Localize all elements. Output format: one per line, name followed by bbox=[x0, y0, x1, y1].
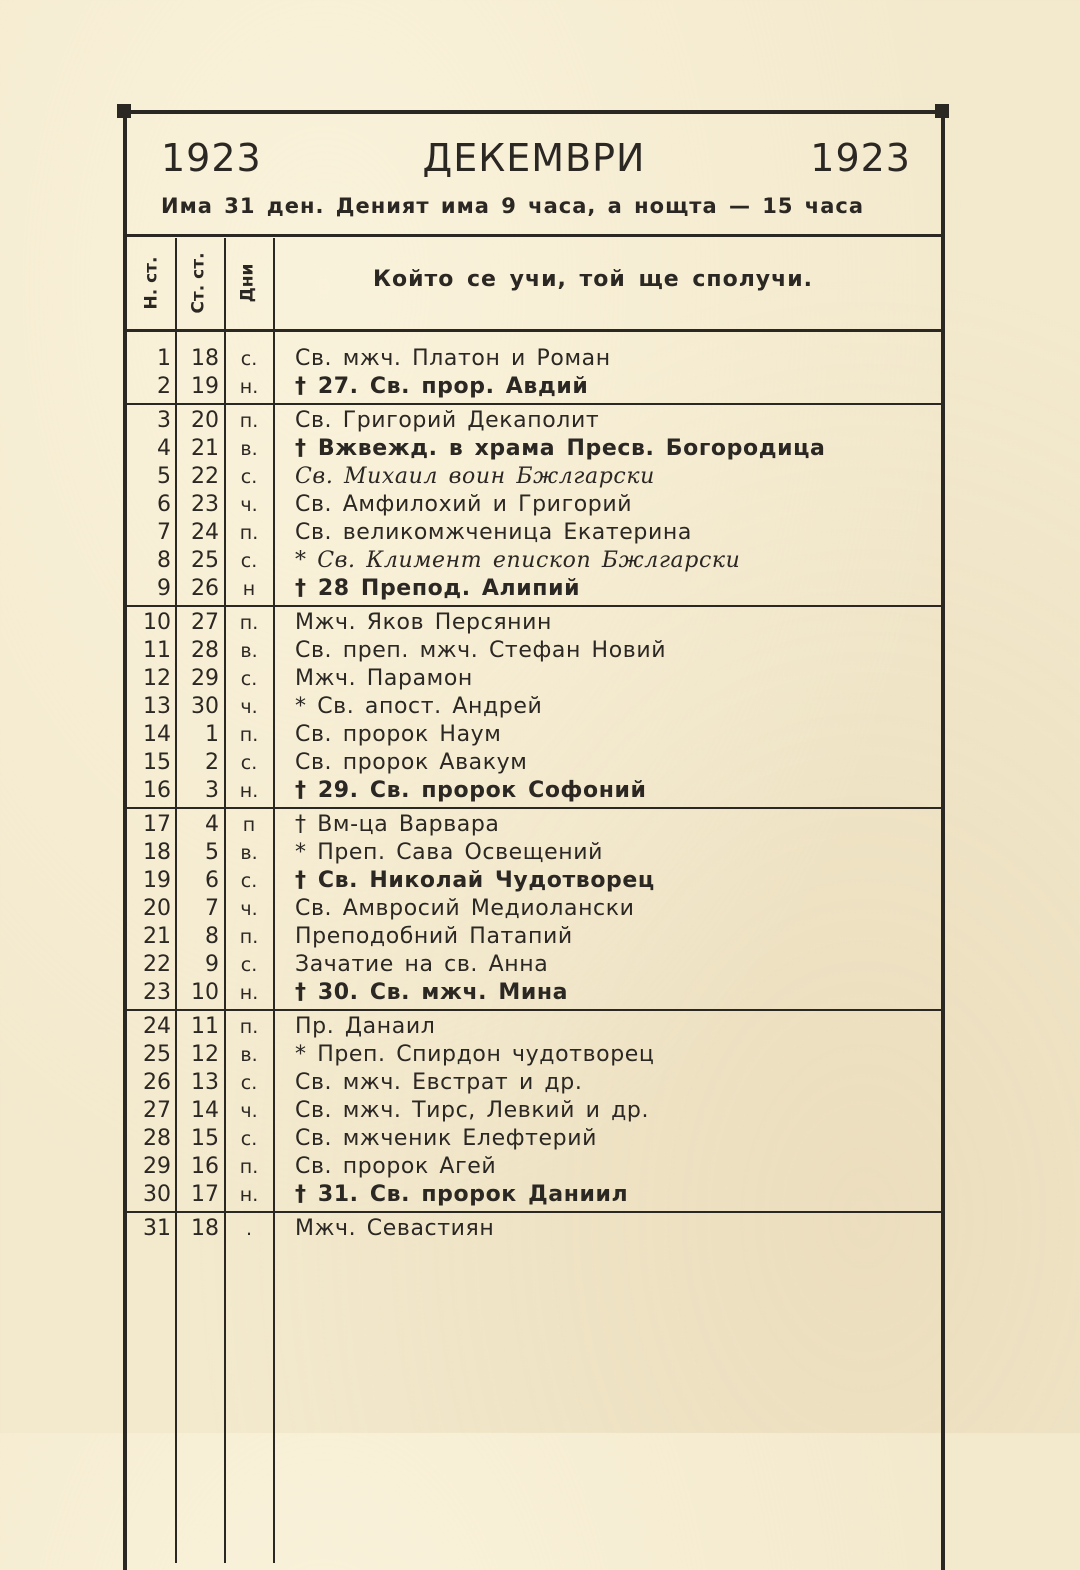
weekday-abbrev: н. bbox=[239, 982, 259, 1004]
old-style-date: 26 bbox=[191, 576, 219, 601]
saint-name: Преподобний Патапий bbox=[295, 924, 573, 949]
saint-name: Св. Амвросий Медиолански bbox=[295, 896, 635, 921]
old-style-date: 18 bbox=[191, 346, 219, 371]
old-style-date: 24 bbox=[191, 520, 219, 545]
saint-name: † 31. Св. пророк Даниил bbox=[295, 1182, 629, 1207]
old-style-date: 7 bbox=[205, 896, 219, 921]
new-style-date: 13 bbox=[143, 694, 171, 719]
month-title: ДЕКЕМВРИ bbox=[422, 136, 646, 180]
calendar-row bbox=[123, 721, 941, 749]
saint-name: † 29. Св. пророк Софоний bbox=[295, 778, 647, 803]
saint-name: † 30. Св. мжч. Мина bbox=[295, 980, 569, 1005]
motto: Който се учи, той ще сполучи. bbox=[372, 267, 814, 292]
saint-name: Св. мжч. Евстрат и др. bbox=[295, 1070, 583, 1095]
weekday-abbrev: в. bbox=[240, 1044, 258, 1066]
calendar-row bbox=[123, 693, 941, 721]
new-style-date: 19 bbox=[143, 868, 171, 893]
year-left: 1923 bbox=[161, 136, 262, 180]
weekday-abbrev: п. bbox=[239, 410, 259, 432]
old-style-date: 4 bbox=[205, 812, 219, 837]
old-style-date: 5 bbox=[205, 840, 219, 865]
saint-name: Св. преп. мжч. Стефан Новий bbox=[295, 638, 667, 663]
new-style-date: 5 bbox=[157, 464, 171, 489]
new-style-date: 21 bbox=[143, 924, 171, 949]
calendar-page-frame bbox=[123, 110, 941, 1570]
old-style-date: 25 bbox=[191, 548, 219, 573]
new-style-date: 12 bbox=[143, 666, 171, 691]
weekday-abbrev: ч. bbox=[240, 1100, 258, 1122]
calendar-row bbox=[123, 407, 941, 435]
saint-name: Св. пророк Авакум bbox=[295, 750, 528, 775]
saint-name: Св. мжч. Платон и Роман bbox=[295, 346, 611, 371]
weekday-abbrev: п. bbox=[239, 612, 259, 634]
weekday-abbrev: с. bbox=[240, 954, 258, 976]
new-style-date: 24 bbox=[143, 1014, 171, 1039]
weekday-abbrev: ч. bbox=[240, 696, 258, 718]
calendar-row bbox=[123, 547, 941, 575]
calendar-row bbox=[123, 345, 941, 373]
new-style-date: 28 bbox=[143, 1126, 171, 1151]
calendar-row bbox=[123, 435, 941, 463]
new-style-date: 30 bbox=[143, 1182, 171, 1207]
calendar-row bbox=[123, 609, 941, 637]
calendar-row bbox=[123, 1069, 941, 1097]
saint-name: Зачатие на св. Анна bbox=[295, 952, 549, 977]
calendar-row bbox=[123, 373, 941, 401]
calendar-row bbox=[123, 1097, 941, 1125]
saint-name: * Преп. Спирдон чудотворец bbox=[295, 1042, 655, 1067]
calendar-row bbox=[123, 1013, 941, 1041]
saint-name: Св. великомжченица Екатерина bbox=[295, 520, 692, 545]
weekday-abbrev: с. bbox=[240, 348, 258, 370]
weekday-abbrev: с. bbox=[240, 466, 258, 488]
old-style-date: 19 bbox=[191, 374, 219, 399]
header-rule bbox=[123, 234, 945, 237]
calendar-row bbox=[123, 637, 941, 665]
weekday-abbrev: с. bbox=[240, 1128, 258, 1150]
weekday-abbrev: с. bbox=[240, 870, 258, 892]
calendar-row bbox=[123, 665, 941, 693]
calendar-row bbox=[123, 519, 941, 547]
weekday-abbrev: н. bbox=[239, 780, 259, 802]
calendar-row bbox=[123, 1153, 941, 1181]
old-style-date: 29 bbox=[191, 666, 219, 691]
weekday-abbrev: п. bbox=[239, 522, 259, 544]
new-style-date: 2 bbox=[157, 374, 171, 399]
year-right: 1923 bbox=[810, 136, 911, 180]
day-length-note: Има 31 ден. Деният има 9 часа, а нощта — 15 часа bbox=[161, 194, 865, 218]
weekday-abbrev: в. bbox=[240, 842, 258, 864]
old-style-date: 16 bbox=[191, 1154, 219, 1179]
saint-name: † Вжвежд. в храма Пресв. Богородица bbox=[295, 436, 826, 461]
old-style-date: 12 bbox=[191, 1042, 219, 1067]
old-style-date: 27 bbox=[191, 610, 219, 635]
calendar-row bbox=[123, 575, 941, 603]
new-style-date: 18 bbox=[143, 840, 171, 865]
calendar-row bbox=[123, 923, 941, 951]
old-style-date: 14 bbox=[191, 1098, 219, 1123]
saint-name: Св. Григорий Декаполит bbox=[295, 408, 600, 433]
old-style-date: 3 bbox=[205, 778, 219, 803]
saint-name: Мжч. Яков Персянин bbox=[295, 610, 553, 635]
weekday-abbrev: п. bbox=[239, 1016, 259, 1038]
old-style-date: 9 bbox=[205, 952, 219, 977]
new-style-date: 11 bbox=[143, 638, 171, 663]
weekday-abbrev: н. bbox=[239, 376, 259, 398]
weekday-abbrev: н bbox=[242, 578, 256, 600]
new-style-date: 17 bbox=[143, 812, 171, 837]
weekday-abbrev: в. bbox=[240, 640, 258, 662]
top-border bbox=[123, 110, 945, 114]
old-style-date: 28 bbox=[191, 638, 219, 663]
calendar-row bbox=[123, 491, 941, 519]
weekday-abbrev: н. bbox=[239, 1184, 259, 1206]
old-style-date: 22 bbox=[191, 464, 219, 489]
new-style-date: 8 bbox=[157, 548, 171, 573]
new-style-date: 16 bbox=[143, 778, 171, 803]
new-style-date: 25 bbox=[143, 1042, 171, 1067]
weekday-abbrev: с. bbox=[240, 752, 258, 774]
old-style-date: 2 bbox=[205, 750, 219, 775]
saint-name: Св. Амфилохий и Григорий bbox=[295, 492, 633, 517]
old-style-date: 10 bbox=[191, 980, 219, 1005]
saint-name: * Преп. Сава Освещений bbox=[295, 840, 604, 865]
new-style-date: 15 bbox=[143, 750, 171, 775]
new-style-date: 3 bbox=[157, 408, 171, 433]
column-header-new-style: Н. ст. bbox=[141, 256, 161, 310]
new-style-date: 29 bbox=[143, 1154, 171, 1179]
new-style-date: 27 bbox=[143, 1098, 171, 1123]
calendar-row bbox=[123, 951, 941, 979]
calendar-row bbox=[123, 895, 941, 923]
new-style-date: 9 bbox=[157, 576, 171, 601]
saint-name: Св. мжч. Тирс, Левкий и др. bbox=[295, 1098, 650, 1123]
weekday-abbrev: с. bbox=[240, 550, 258, 572]
old-style-date: 11 bbox=[191, 1014, 219, 1039]
column-header-days: Дни bbox=[237, 263, 257, 303]
calendar-row bbox=[123, 1125, 941, 1153]
saint-name: * Св. апост. Андрей bbox=[295, 694, 543, 719]
old-style-date: 1 bbox=[205, 722, 219, 747]
weekday-abbrev: п bbox=[242, 814, 256, 836]
new-style-date: 1 bbox=[157, 346, 171, 371]
new-style-date: 10 bbox=[143, 610, 171, 635]
saint-name: * Св. Климент епископ Бжлгарски bbox=[295, 548, 741, 573]
old-style-date: 30 bbox=[191, 694, 219, 719]
saint-name: † 27. Св. прор. Авдий bbox=[295, 374, 589, 399]
weekday-abbrev: п. bbox=[239, 1156, 259, 1178]
new-style-date: 14 bbox=[143, 722, 171, 747]
calendar-row bbox=[123, 1215, 941, 1243]
calendar-row bbox=[123, 811, 941, 839]
saint-name: Св. Михаил воин Бжлгарски bbox=[295, 464, 655, 489]
weekday-abbrev: . bbox=[245, 1218, 253, 1240]
old-style-date: 23 bbox=[191, 492, 219, 517]
calendar-row bbox=[123, 777, 941, 805]
new-style-date: 4 bbox=[157, 436, 171, 461]
calendar-row bbox=[123, 979, 941, 1007]
new-style-date: 22 bbox=[143, 952, 171, 977]
saint-name: † Св. Николай Чудотворец bbox=[295, 868, 655, 893]
old-style-date: 17 bbox=[191, 1182, 219, 1207]
weekday-abbrev: ч. bbox=[240, 898, 258, 920]
new-style-date: 31 bbox=[143, 1216, 171, 1241]
old-style-date: 13 bbox=[191, 1070, 219, 1095]
saint-name: † 28 Препод. Алипий bbox=[295, 576, 581, 601]
calendar-row bbox=[123, 867, 941, 895]
new-style-date: 20 bbox=[143, 896, 171, 921]
weekday-abbrev: с. bbox=[240, 1072, 258, 1094]
new-style-date: 23 bbox=[143, 980, 171, 1005]
new-style-date: 6 bbox=[157, 492, 171, 517]
calendar-rows bbox=[123, 345, 941, 1243]
weekday-abbrev: ч. bbox=[240, 494, 258, 516]
calendar-row bbox=[123, 463, 941, 491]
weekday-abbrev: п. bbox=[239, 926, 259, 948]
old-style-date: 18 bbox=[191, 1216, 219, 1241]
saint-name: † Вм-ца Варвара bbox=[295, 812, 500, 837]
new-style-date: 7 bbox=[157, 520, 171, 545]
old-style-date: 15 bbox=[191, 1126, 219, 1151]
saint-name: Мжч. Парамон bbox=[295, 666, 473, 691]
saint-name: Св. пророк Агей bbox=[295, 1154, 497, 1179]
saint-name: Пр. Данаил bbox=[295, 1014, 436, 1039]
calendar-row bbox=[123, 1181, 941, 1209]
header-rule bbox=[123, 329, 945, 332]
weekday-abbrev: с. bbox=[240, 668, 258, 690]
saint-name: Св. мжченик Елефтерий bbox=[295, 1126, 598, 1151]
calendar-row bbox=[123, 1041, 941, 1069]
old-style-date: 20 bbox=[191, 408, 219, 433]
column-header-old-style: Ст. ст. bbox=[189, 252, 209, 314]
weekday-abbrev: в. bbox=[240, 438, 258, 460]
calendar-row bbox=[123, 749, 941, 777]
old-style-date: 21 bbox=[191, 436, 219, 461]
weekday-abbrev: п. bbox=[239, 724, 259, 746]
old-style-date: 6 bbox=[205, 868, 219, 893]
calendar-row bbox=[123, 839, 941, 867]
saint-name: Мжч. Севастиян bbox=[295, 1216, 495, 1241]
new-style-date: 26 bbox=[143, 1070, 171, 1095]
saint-name: Св. пророк Наум bbox=[295, 722, 502, 747]
old-style-date: 8 bbox=[205, 924, 219, 949]
